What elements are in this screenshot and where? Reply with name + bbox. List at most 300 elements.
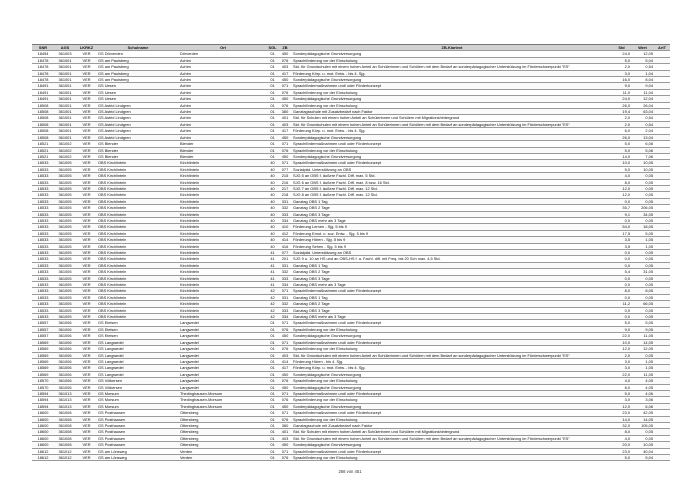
cell-schulname: GS Langwedel xyxy=(97,371,179,377)
cell-zb-klartext: Std. für Grundschulen mit einem hohen Anteil an Schülerinnen und Schülern mit dem Bedarf an sonderpädagogischer Unterstützung im Förderschwerpunkt "ES" xyxy=(292,121,612,127)
cell-ort: Kirchlinteln xyxy=(179,192,267,198)
cell-zb-klartext: Sprachfördermaßnahmen und/ oder Förderkonzept xyxy=(292,410,612,416)
cell-zb-klartext: Sprachförderung vor der Einschulung xyxy=(292,57,612,63)
cell-lkrkz: VER xyxy=(76,147,97,153)
cell-sgl: 01 xyxy=(267,89,278,95)
cell-ags: 361001 xyxy=(54,128,76,134)
cell-std: 35,7 xyxy=(612,205,631,211)
col-header-wert: Wert xyxy=(631,45,654,51)
cell-snr: 18508 xyxy=(32,102,54,108)
cell-ags: 361006 xyxy=(54,326,76,332)
cell-snr: 18478 xyxy=(32,64,54,70)
cell-lkrkz: VER xyxy=(76,378,97,384)
cell-schulname: OBS Kirchlinteln xyxy=(97,262,179,268)
cell-lkrkz: VER xyxy=(76,153,97,159)
cell-lkrkz: VER xyxy=(76,416,97,422)
cell-schulname: GS Morsum xyxy=(97,390,179,396)
cell-std: 0,0 xyxy=(612,294,631,300)
cell-schulname: OBS Kirchlinteln xyxy=(97,237,179,243)
cell-wert: 5,04 xyxy=(631,455,654,461)
cell-ort: Blender xyxy=(179,141,267,147)
cell-lkrkz: VER xyxy=(76,256,97,262)
cell-zb: 417 xyxy=(278,128,292,134)
cell-wert: 10,05 xyxy=(631,160,654,166)
cell-ort: Kirchlinteln xyxy=(179,307,267,313)
cell-zb-klartext: Sprachfördermaßnahmen und/ oder Förderkonzept xyxy=(292,160,612,166)
cell-std: 0,0 xyxy=(612,198,631,204)
cell-std: 23,0 xyxy=(612,410,631,416)
cell-lkrkz: VER xyxy=(76,435,97,441)
cell-ort: Thedinghausen-Morsum xyxy=(179,403,267,409)
cell-std: 0,0 xyxy=(612,256,631,262)
cell-wert: 9,04 xyxy=(631,83,654,89)
cell-schulname: GS Langwedel xyxy=(97,339,179,345)
cell-sgl: 01 xyxy=(267,141,278,147)
cell-lkrkz: VER xyxy=(76,320,97,326)
cell-snr: 18533 xyxy=(32,294,54,300)
cell-ort: Langwedel xyxy=(179,378,267,384)
cell-zb-klartext: Ganztagsschule mit Zusatzbedarf nach Faktor xyxy=(292,109,612,115)
cell-zb: 450 xyxy=(278,51,292,57)
cell-wert: 1,05 xyxy=(631,358,654,364)
cell-wert: 12,04 xyxy=(631,96,654,102)
cell-ags: 361006 xyxy=(54,358,76,364)
cell-ort: Kirchlinteln xyxy=(179,173,267,179)
cell-snr: 18557 xyxy=(32,326,54,332)
cell-zb-klartext: Sonderpädagogische Grundversorgung xyxy=(292,77,612,83)
cell-snr: 18612 xyxy=(32,455,54,461)
cell-snr: 18508 xyxy=(32,109,54,115)
cell-snr: 18508 xyxy=(32,115,54,121)
cell-zb-klartext: Ganztag OBS mehr als 3 Tage xyxy=(292,217,612,223)
cell-ort: Langwedel xyxy=(179,352,267,358)
cell-schulname: GS Posthausen xyxy=(97,442,179,448)
cell-schulname: GS am Paulsberg xyxy=(97,57,179,63)
cell-sgl: 01 xyxy=(267,51,278,57)
cell-ort: Verden xyxy=(179,455,267,461)
cell-zb: 410 xyxy=(278,224,292,230)
cell-wert: 0,54 xyxy=(631,121,654,127)
cell-schulname: OBS Kirchlinteln xyxy=(97,269,179,275)
cell-zb-klartext: Sonderpädagogische Grundversorgung xyxy=(292,51,612,57)
cell-zb-klartext: Sprachfördermaßnahmen und/ oder Förderkonzept xyxy=(292,288,612,294)
cell-snr: 18557 xyxy=(32,333,54,339)
cell-ort: Ottersberg xyxy=(179,435,267,441)
cell-wert: 26,04 xyxy=(631,102,654,108)
cell-wert: 0,05 xyxy=(631,352,654,358)
cell-wert: 0,05 xyxy=(631,217,654,223)
cell-ort: Kirchlinteln xyxy=(179,243,267,249)
cell-lkrkz: VER xyxy=(76,262,97,268)
cell-std: 5,0 xyxy=(612,57,631,63)
cell-schulname: GS Morsum xyxy=(97,397,179,403)
cell-lkrkz: VER xyxy=(76,403,97,409)
cell-ags: 361006 xyxy=(54,365,76,371)
cell-std: 54,0 xyxy=(612,224,631,230)
cell-zb: 218 xyxy=(278,192,292,198)
cell-zb: 076 xyxy=(278,416,292,422)
cell-std: 23,0 xyxy=(612,448,631,454)
cell-zb-klartext: Ganztag OBS mehr als 3 Tage xyxy=(292,282,612,288)
cell-ags: 361008 xyxy=(54,442,76,448)
cell-snr: 18521 xyxy=(32,141,54,147)
cell-lkrkz: VER xyxy=(76,282,97,288)
cell-ort: Achim xyxy=(179,70,267,76)
cell-ort: Ottersberg xyxy=(179,429,267,435)
cell-artt xyxy=(654,455,670,461)
cell-zb: 332 xyxy=(278,205,292,211)
cell-snr: 18533 xyxy=(32,224,54,230)
cell-wert: 11,05 xyxy=(631,333,654,339)
cell-wert: 9,05 xyxy=(631,326,654,332)
cell-zb: 414 xyxy=(278,358,292,364)
col-header-schulname: Schulname xyxy=(97,45,179,51)
cell-zb-klartext: Förderung Körp. u. mot. Entw. - bis 4. Sjg. xyxy=(292,365,612,371)
cell-snr: 18569 xyxy=(32,365,54,371)
cell-sgl: 01 xyxy=(267,147,278,153)
cell-ags: 361006 xyxy=(54,378,76,384)
cell-zb: 216 xyxy=(278,179,292,185)
cell-ort: Langwedel xyxy=(179,365,267,371)
cell-ort: Verden xyxy=(179,448,267,454)
cell-std: 12,0 xyxy=(612,192,631,198)
cell-zb-klartext: SJG 5 an OBS f. äußere Fachl. Diff. max. 5 Std. xyxy=(292,173,612,179)
cell-wert: 105,05 xyxy=(631,422,654,428)
cell-std: 5,0 xyxy=(612,320,631,326)
cell-wert: 63,04 xyxy=(631,109,654,115)
cell-ags: 361002 xyxy=(54,147,76,153)
cell-wert: 10,05 xyxy=(631,166,654,172)
cell-std: 12,0 xyxy=(612,346,631,352)
cell-std: 10,0 xyxy=(612,160,631,166)
cell-snr: 18533 xyxy=(32,160,54,166)
cell-sgl: 40 xyxy=(267,237,278,243)
cell-zb-klartext: Sprachförderung vor der Einschulung xyxy=(292,147,612,153)
cell-lkrkz: VER xyxy=(76,121,97,127)
cell-std: 5,4 xyxy=(612,269,631,275)
cell-lkrkz: VER xyxy=(76,384,97,390)
cell-zb-klartext: Sonderpädagogische Grundversorgung xyxy=(292,371,612,377)
cell-sgl: 01 xyxy=(267,96,278,102)
cell-ags: 361006 xyxy=(54,371,76,377)
cell-sgl: 01 xyxy=(267,102,278,108)
cell-zb-klartext: Ganztag OBS 2 Tage xyxy=(292,269,612,275)
cell-zb: 076 xyxy=(278,102,292,108)
cell-zb-klartext: Std. für Schulen mit einem hohen Anteil an Schülerinnen und Schülern mit Migrationshintergrund xyxy=(292,115,612,121)
cell-ort: Thedinghausen-Morsum xyxy=(179,390,267,396)
cell-snr: 18594 xyxy=(32,397,54,403)
cell-wert: 1,05 xyxy=(631,365,654,371)
cell-ags: 361008 xyxy=(54,416,76,422)
cell-sgl: 01 xyxy=(267,115,278,121)
cell-wert: 0,05 xyxy=(631,262,654,268)
cell-sgl: 42 xyxy=(267,294,278,300)
cell-std: 2,0 xyxy=(612,115,631,121)
cell-ort: Achim xyxy=(179,109,267,115)
cell-zb: 414 xyxy=(278,237,292,243)
data-table xyxy=(32,44,670,461)
cell-ags: 361001 xyxy=(54,121,76,127)
cell-wert: 0,05 xyxy=(631,192,654,198)
cell-ags: 361006 xyxy=(54,339,76,345)
cell-ort: Kirchlinteln xyxy=(179,224,267,230)
cell-snr: 18533 xyxy=(32,205,54,211)
cell-lkrkz: VER xyxy=(76,198,97,204)
cell-wert: 42,05 xyxy=(631,410,654,416)
cell-sgl: 40 xyxy=(267,179,278,185)
cell-sgl: 42 xyxy=(267,307,278,313)
cell-sgl: 41 xyxy=(267,282,278,288)
cell-ort: Ottersberg xyxy=(179,442,267,448)
cell-snr: 18533 xyxy=(32,282,54,288)
cell-zb: 331 xyxy=(278,262,292,268)
cell-ags: 361005 xyxy=(54,211,76,217)
cell-snr: 18478 xyxy=(32,77,54,83)
cell-snr: 18533 xyxy=(32,256,54,262)
cell-zb: 076 xyxy=(278,397,292,403)
cell-std: 5,0 xyxy=(612,147,631,153)
cell-schulname: GS Posthausen xyxy=(97,416,179,422)
cell-ort: Langwedel xyxy=(179,384,267,390)
cell-schulname: GS Astrid Lindgren xyxy=(97,109,179,115)
cell-snr: 18533 xyxy=(32,179,54,185)
cell-zb: 417 xyxy=(278,70,292,76)
cell-lkrkz: VER xyxy=(76,455,97,461)
cell-lkrkz: VER xyxy=(76,166,97,172)
cell-zb-klartext: Sprachfördermaßnahmen und/ oder Förderkonzept xyxy=(292,141,612,147)
cell-ort: Langwedel xyxy=(179,371,267,377)
cell-wert: 0,05 xyxy=(631,173,654,179)
cell-ort: Thedinghausen-Morsum xyxy=(179,397,267,403)
cell-schulname: GS am Paulsberg xyxy=(97,70,179,76)
cell-schulname: GS Völkersen xyxy=(97,384,179,390)
cell-std: 4,0 xyxy=(612,378,631,384)
cell-sgl: 01 xyxy=(267,416,278,422)
col-header-artt: ArtT xyxy=(654,45,670,51)
cell-snr: 18508 xyxy=(32,134,54,140)
cell-wert: 0,54 xyxy=(631,115,654,121)
cell-zb: 076 xyxy=(278,455,292,461)
cell-ort: Kirchlinteln xyxy=(179,166,267,172)
cell-lkrkz: VER xyxy=(76,217,97,223)
cell-ort: Achim xyxy=(179,83,267,89)
cell-wert: 0,05 xyxy=(631,429,654,435)
cell-lkrkz: VER xyxy=(76,339,97,345)
cell-ags: 361003 xyxy=(54,51,76,57)
cell-std: 0,0 xyxy=(612,250,631,256)
cell-zb-klartext: Sprachförderung vor der Einschulung xyxy=(292,416,612,422)
cell-lkrkz: VER xyxy=(76,230,97,236)
cell-sgl: 01 xyxy=(267,397,278,403)
cell-zb-klartext: Ganztag OBS mehr als 3 Tage xyxy=(292,314,612,320)
cell-ort: Blender xyxy=(179,153,267,159)
cell-sgl: 40 xyxy=(267,192,278,198)
cell-sgl: 01 xyxy=(267,410,278,416)
cell-zb-klartext: Förderung Hören - bis 4. Sjg. xyxy=(292,358,612,364)
cell-ags: 361001 xyxy=(54,83,76,89)
cell-schulname: GS Uesen xyxy=(97,83,179,89)
cell-zb-klartext: SJG 9 u. 10 an HS und an OBS-HS f. a. Fachl. diff. mit Freq. bis 20 Sch max. 4,5 Std. xyxy=(292,256,612,262)
cell-wert: 0,05 xyxy=(631,275,654,281)
cell-lkrkz: VER xyxy=(76,448,97,454)
cell-zb: 076 xyxy=(278,57,292,63)
cell-std: 22,0 xyxy=(612,333,631,339)
cell-lkrkz: VER xyxy=(76,294,97,300)
cell-std: 5,0 xyxy=(612,390,631,396)
cell-sgl: 01 xyxy=(267,422,278,428)
cell-ort: Kirchlinteln xyxy=(179,256,267,262)
cell-wert: 4,05 xyxy=(631,378,654,384)
cell-sgl: 40 xyxy=(267,160,278,166)
cell-schulname: OBS Kirchlinteln xyxy=(97,173,179,179)
cell-std: 0,0 xyxy=(612,314,631,320)
cell-zb: 077 xyxy=(278,250,292,256)
cell-schulname: GS am Paulsberg xyxy=(97,64,179,70)
cell-snr: 18533 xyxy=(32,301,54,307)
cell-snr: 18533 xyxy=(32,217,54,223)
cell-zb-klartext: Ganztag OBS 3 Tage xyxy=(292,275,612,281)
cell-sgl: 40 xyxy=(267,243,278,249)
cell-snr: 18569 xyxy=(32,346,54,352)
cell-wert: 31,05 xyxy=(631,269,654,275)
cell-ags: 361005 xyxy=(54,217,76,223)
cell-ort: Kirchlinteln xyxy=(179,205,267,211)
cell-snr: 18533 xyxy=(32,173,54,179)
cell-std: 11,2 xyxy=(612,301,631,307)
cell-lkrkz: VER xyxy=(76,326,97,332)
cell-zb: 076 xyxy=(278,147,292,153)
cell-zb-klartext: Sonderpädagogische Grundversorgung xyxy=(292,442,612,448)
cell-schulname: GS Astrid Lindgren xyxy=(97,134,179,140)
cell-snr: 18454 xyxy=(32,51,54,57)
cell-lkrkz: VER xyxy=(76,211,97,217)
cell-schulname: OBS Kirchlinteln xyxy=(97,275,179,281)
cell-zb-klartext: Ganztagsschule mit Zusatzbedarf nach Faktor xyxy=(292,422,612,428)
col-header-sgl: SGL xyxy=(268,45,277,50)
cell-ags: 361012 xyxy=(54,455,76,461)
cell-ags: 361001 xyxy=(54,70,76,76)
cell-ort: Kirchlinteln xyxy=(179,217,267,223)
cell-ort: Ottersberg xyxy=(179,416,267,422)
cell-schulname: OBS Kirchlinteln xyxy=(97,211,179,217)
col-header-ort: Ort xyxy=(179,45,267,51)
cell-ags: 361001 xyxy=(54,96,76,102)
cell-wert: 0,05 xyxy=(631,435,654,441)
cell-snr: 18533 xyxy=(32,237,54,243)
cell-wert: 206,05 xyxy=(631,205,654,211)
cell-std: 3,0 xyxy=(612,397,631,403)
cell-sgl: 01 xyxy=(267,339,278,345)
cell-ags: 361006 xyxy=(54,333,76,339)
cell-std: 12,0 xyxy=(612,403,631,409)
cell-lkrkz: VER xyxy=(76,51,97,57)
cell-ort: Achim xyxy=(179,128,267,134)
cell-ort: Langwedel xyxy=(179,320,267,326)
cell-ort: Kirchlinteln xyxy=(179,211,267,217)
cell-snr: 18533 xyxy=(32,250,54,256)
cell-schulname: GS Posthausen xyxy=(97,429,179,435)
cell-schulname: OBS Kirchlinteln xyxy=(97,243,179,249)
cell-std: 26,0 xyxy=(612,102,631,108)
cell-sgl: 40 xyxy=(267,217,278,223)
cell-ags: 361005 xyxy=(54,275,76,281)
cell-lkrkz: VER xyxy=(76,115,97,121)
cell-lkrkz: VER xyxy=(76,89,97,95)
cell-ort: Achim xyxy=(179,134,267,140)
cell-schulname: GS am Lönsweg xyxy=(97,448,179,454)
cell-lkrkz: VER xyxy=(76,70,97,76)
cell-sgl: 40 xyxy=(267,211,278,217)
cell-lkrkz: VER xyxy=(76,102,97,108)
cell-lkrkz: VER xyxy=(76,141,97,147)
cell-zb-klartext: Std. für Grundschulen mit einem hohen Anteil an Schülerinnen und Schülern mit dem Bedarf an sonderpädagogischer Unterstützung im Förderschwerpunkt "ES" xyxy=(292,352,612,358)
cell-zb-klartext: Sonderpädagogische Grundversorgung xyxy=(292,403,612,409)
cell-zb: 215 xyxy=(278,173,292,179)
cell-ort: Kirchlinteln xyxy=(179,179,267,185)
cell-lkrkz: VER xyxy=(76,275,97,281)
cell-ags: 361005 xyxy=(54,294,76,300)
cell-zb-klartext: Sprachfördermaßnahmen und/ oder Förderkonzept xyxy=(292,339,612,345)
col-header-zb-klartext: ZB-Klartext xyxy=(292,45,612,51)
cell-snr: 18600 xyxy=(32,422,54,428)
cell-ags: 361005 xyxy=(54,179,76,185)
cell-zb-klartext: Förderung Lernen - Sjg. 5 bis 9 xyxy=(292,224,612,230)
cell-lkrkz: VER xyxy=(76,224,97,230)
cell-schulname: GS Astrid Lindgren xyxy=(97,102,179,108)
cell-zb: 401 xyxy=(278,115,292,121)
cell-ort: Langwedel xyxy=(179,333,267,339)
cell-zb: 332 xyxy=(278,269,292,275)
cell-lkrkz: VER xyxy=(76,96,97,102)
cell-zb: 076 xyxy=(278,326,292,332)
cell-ags: 361001 xyxy=(54,89,76,95)
cell-sgl: 01 xyxy=(267,365,278,371)
cell-sgl: 01 xyxy=(267,77,278,83)
cell-std: 8,0 xyxy=(612,384,631,390)
cell-ags: 361001 xyxy=(54,134,76,140)
cell-sgl: 01 xyxy=(267,390,278,396)
cell-lkrkz: VER xyxy=(76,288,97,294)
cell-sgl: 40 xyxy=(267,224,278,230)
cell-lkrkz: VER xyxy=(76,397,97,403)
cell-zb: 076 xyxy=(278,89,292,95)
cell-zb-klartext: Ganztag OBS 2 Tage xyxy=(292,205,612,211)
cell-std: 5,0 xyxy=(612,455,631,461)
cell-wert: 11,04 xyxy=(631,89,654,95)
cell-snr: 18533 xyxy=(32,314,54,320)
cell-sgl: 01 xyxy=(267,448,278,454)
cell-zb-klartext: Sprachfördermaßnahmen und/ oder Förderkonzept xyxy=(292,320,612,326)
cell-wert: 4,05 xyxy=(631,384,654,390)
cell-wert: 1,04 xyxy=(631,70,654,76)
cell-ags: 361005 xyxy=(54,288,76,294)
cell-wert: 1,05 xyxy=(631,243,654,249)
cell-std: 26,0 xyxy=(612,134,631,140)
cell-ags: 361005 xyxy=(54,237,76,243)
cell-lkrkz: VER xyxy=(76,192,97,198)
cell-zb: 332 xyxy=(278,301,292,307)
cell-ort: Kirchlinteln xyxy=(179,250,267,256)
cell-wert: 0,05 xyxy=(631,250,654,256)
page-number: 268 von 451 xyxy=(338,469,362,474)
cell-ags: 361006 xyxy=(54,384,76,390)
cell-std: 5,0 xyxy=(612,141,631,147)
cell-zb: 071 xyxy=(278,160,292,166)
cell-wert: 10,05 xyxy=(631,442,654,448)
cell-zb: 401 xyxy=(278,429,292,435)
cell-schulname: OBS Kirchlinteln xyxy=(97,256,179,262)
cell-std: 3,0 xyxy=(612,70,631,76)
